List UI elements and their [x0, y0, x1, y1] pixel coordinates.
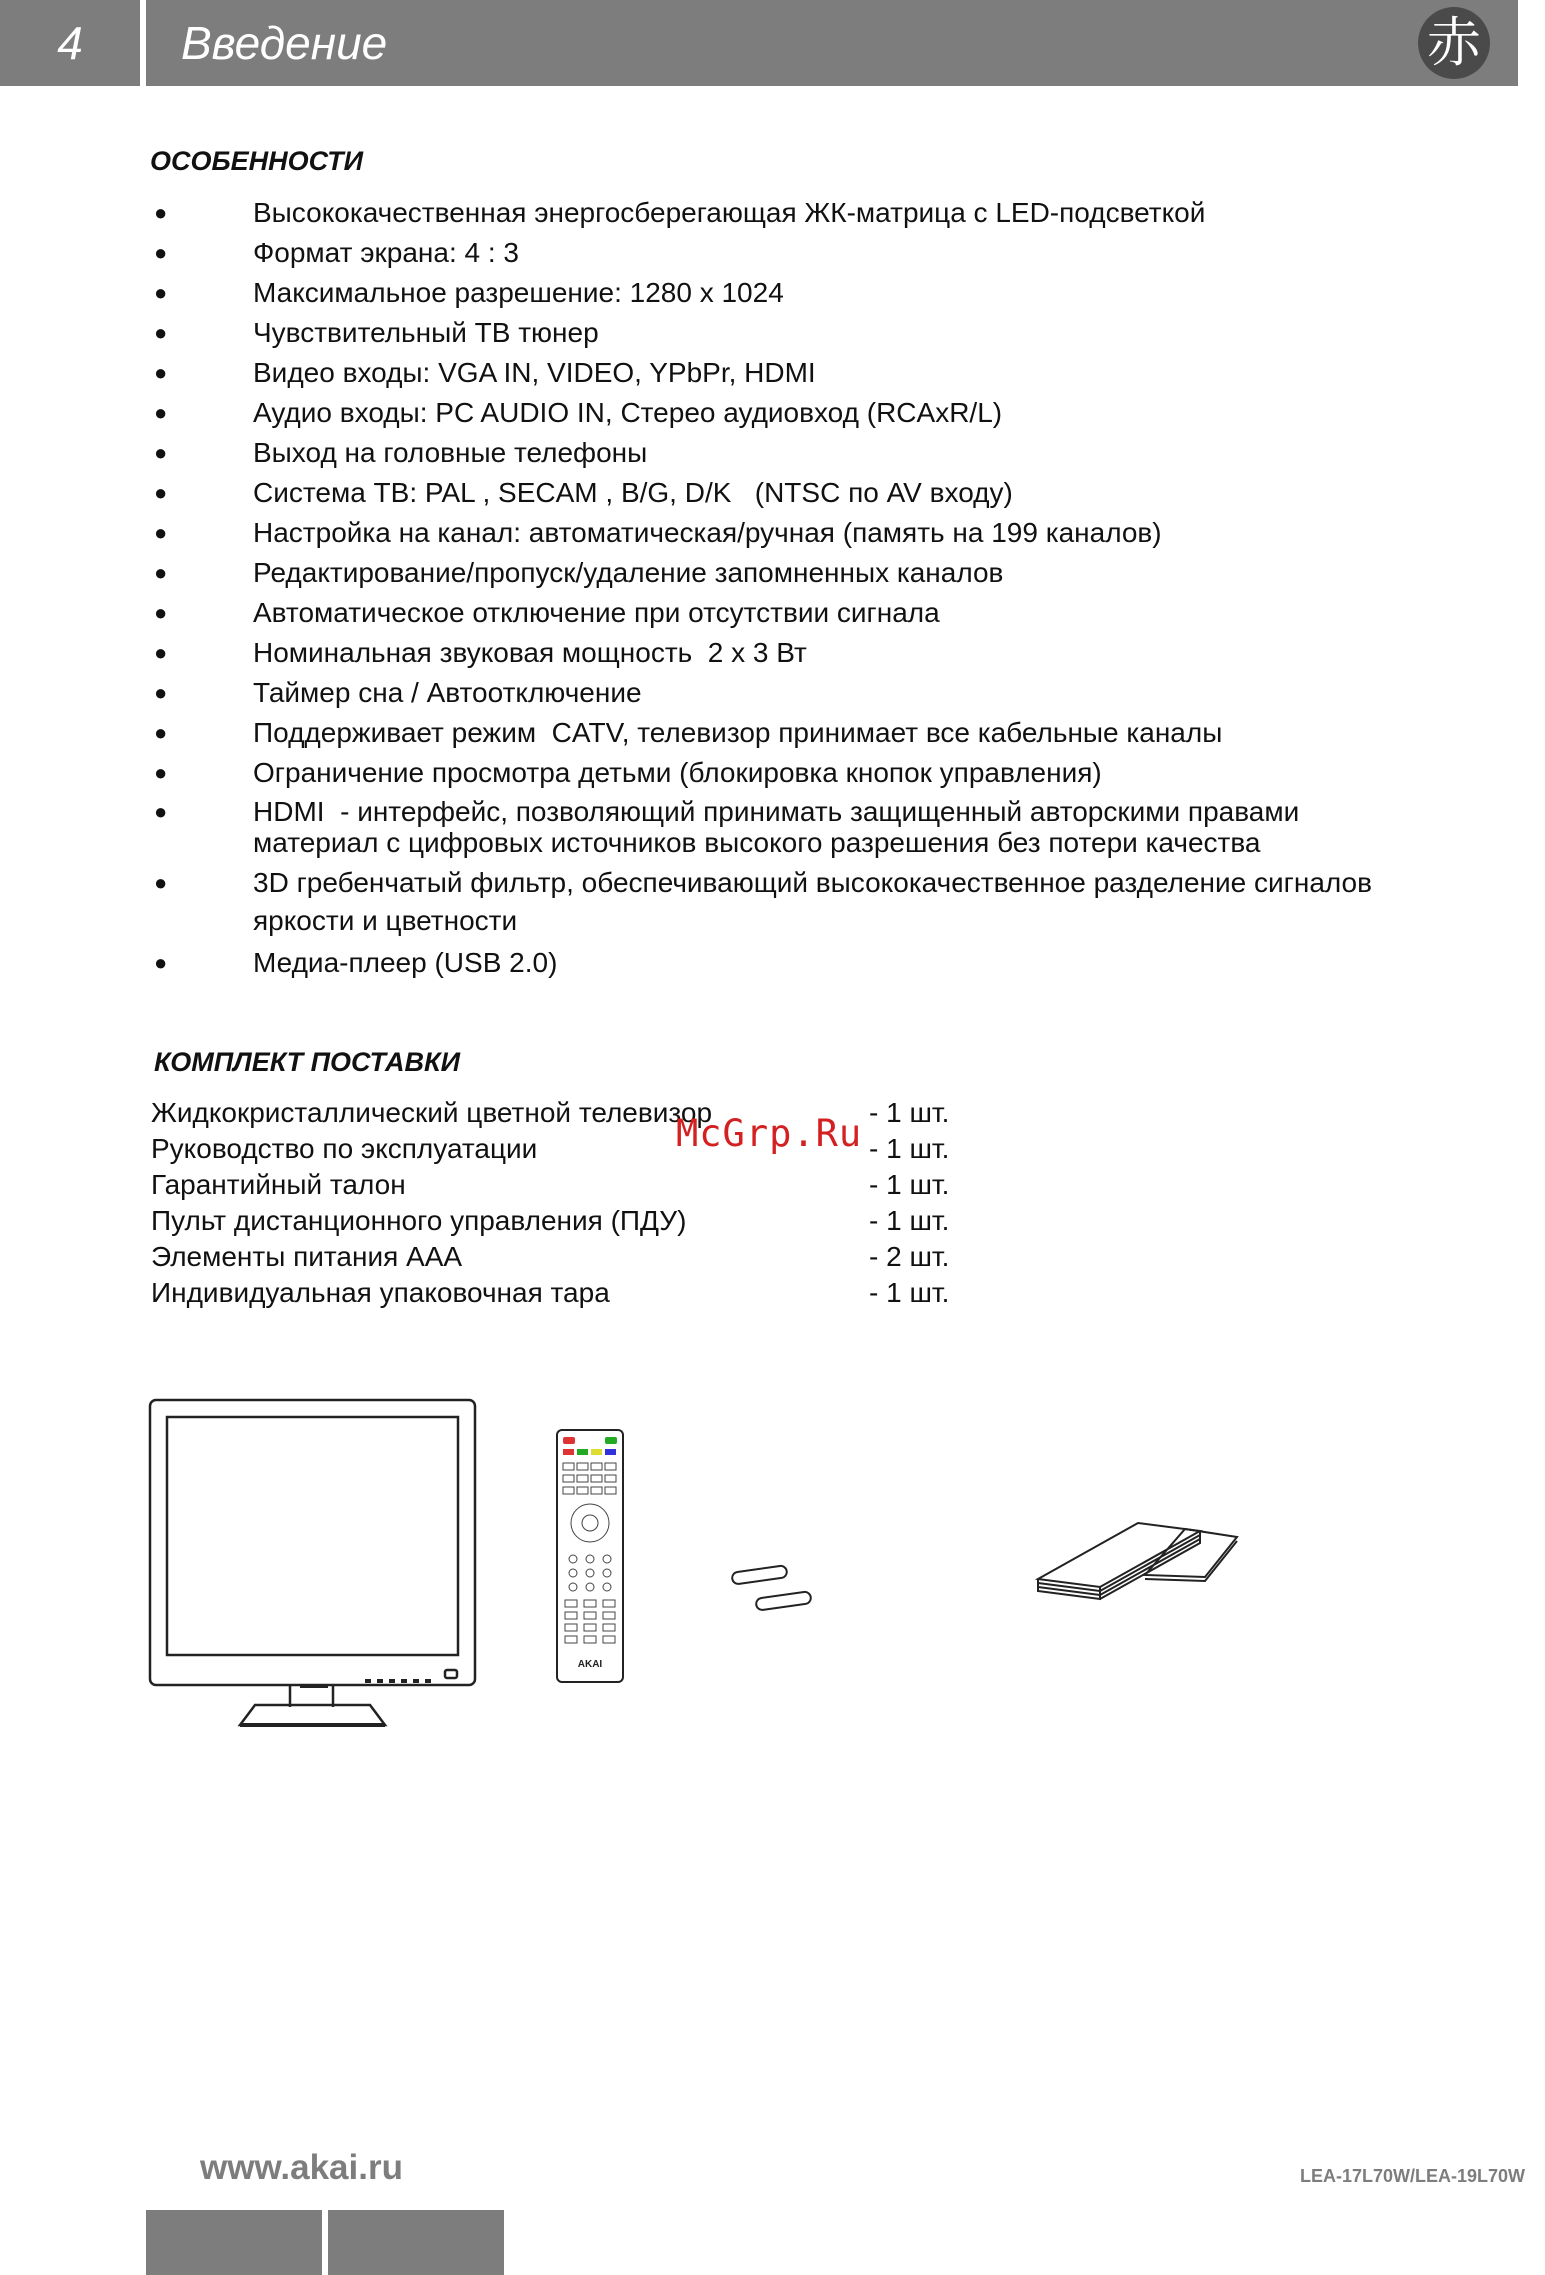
footer-block — [146, 2210, 322, 2275]
list-item: ● Ограничение просмотра детьми (блокировка кнопок управления) — [154, 757, 1102, 788]
bullet-icon: ● — [154, 560, 168, 585]
kit-illustrations — [145, 1395, 1495, 1735]
kit-item: Пульт дистанционного управления (ПДУ) - 1 шт. — [151, 1205, 950, 1236]
features-list — [150, 196, 1500, 986]
remote-brand-label: AKAI — [577, 1659, 603, 1670]
bullet-icon: ● — [154, 799, 168, 824]
watermark: McGrp.Ru — [676, 1112, 863, 1155]
list-item: ● HDMI - интерфейс, позволяющий принимать защищенный авторскими правами материал с цифровых источников высокого разрешения без потери качества — [154, 796, 1300, 858]
kit-item: Руководство по эксплуатации - 1 шт. — [151, 1133, 950, 1164]
kit-item: Элементы питания AAA - 2 шт. — [151, 1241, 950, 1272]
kit-item: Индивидуальная упаковочная тара - 1 шт. — [151, 1277, 950, 1308]
bullet-icon: ● — [154, 200, 168, 225]
bullet-icon: ● — [154, 760, 168, 785]
list-item: ● Максимальное разрешение: 1280 x 1024 — [154, 277, 784, 308]
kit-heading: КОМПЛЕКТ ПОСТАВКИ — [154, 1047, 461, 1077]
list-item: ● Автоматическое отключение при отсутствии сигнала — [154, 597, 940, 628]
bullet-icon: ● — [154, 240, 168, 265]
tv-illustration — [150, 1400, 475, 1725]
bullet-icon: ● — [154, 480, 168, 505]
bullet-icon: ● — [154, 720, 168, 745]
list-item: ● Таймер сна / Автоотключение — [154, 677, 642, 708]
header-bar — [146, 0, 1518, 86]
list-item: ● Выход на головные телефоны — [154, 437, 648, 468]
list-item: ● Настройка на канал: автоматическая/ручная (память на 199 каналов) — [154, 517, 1162, 548]
brand-logo-icon: 赤 — [1418, 7, 1490, 79]
list-item: ● Высококачественная энергосберегающая ЖК-матрица с LED-подсветкой — [154, 197, 1206, 228]
kit-item: Жидкокристаллический цветной телевизор - 1 шт. — [151, 1097, 950, 1128]
features-heading: ОСОБЕННОСТИ — [150, 146, 364, 176]
footer-url: www.akai.ru — [200, 2148, 403, 2187]
bullet-icon: ● — [154, 950, 168, 975]
page-title: Введение — [181, 17, 388, 69]
bullet-icon: ● — [154, 640, 168, 665]
page-number: 4 — [0, 0, 140, 86]
bullet-icon: ● — [154, 870, 168, 895]
footer-model: LEA-17L70W/LEA-19L70W — [1299, 2166, 1525, 2186]
bullet-icon: ● — [154, 680, 168, 705]
bullet-icon: ● — [154, 440, 168, 465]
batteries-illustration — [731, 1565, 811, 1611]
bullet-icon: ● — [154, 280, 168, 305]
list-item: ● Система ТВ: PAL , SECAM , B/G, D/K (NTSC по AV входу) — [154, 477, 1013, 508]
bullet-icon: ● — [154, 520, 168, 545]
list-item: ● Поддерживает режим CATV, телевизор принимает все кабельные каналы — [154, 717, 1223, 748]
list-item: ● Редактирование/пропуск/удаление запомненных каналов — [154, 557, 1004, 588]
list-item: ● Видео входы: VGA IN, VIDEO, YPbPr, HDMI — [154, 357, 816, 388]
documents-illustration — [1038, 1523, 1237, 1599]
list-item: ● Медиа-плеер (USB 2.0) — [154, 947, 558, 978]
footer-block — [328, 2210, 504, 2275]
remote-illustration — [557, 1430, 623, 1682]
kit-item: Гарантийный талон - 1 шт. — [151, 1169, 950, 1200]
list-item: ● Чувствительный ТВ тюнер — [154, 317, 599, 348]
bullet-icon: ● — [154, 600, 168, 625]
list-item: ● 3D гребенчатый фильтр, обеспечивающий высококачественное разделение сигналов яркости и цветности — [150, 864, 1500, 940]
list-item: ● Номинальная звуковая мощность 2 x 3 Вт — [154, 637, 807, 668]
bullet-icon: ● — [154, 320, 168, 345]
list-item: ● Формат экрана: 4 : 3 — [154, 237, 519, 268]
bullet-icon: ● — [154, 400, 168, 425]
bullet-icon: ● — [154, 360, 168, 385]
list-item: ● Аудио входы: PC AUDIO IN, Стерео аудиовход (RCAxR/L) — [154, 397, 1003, 428]
